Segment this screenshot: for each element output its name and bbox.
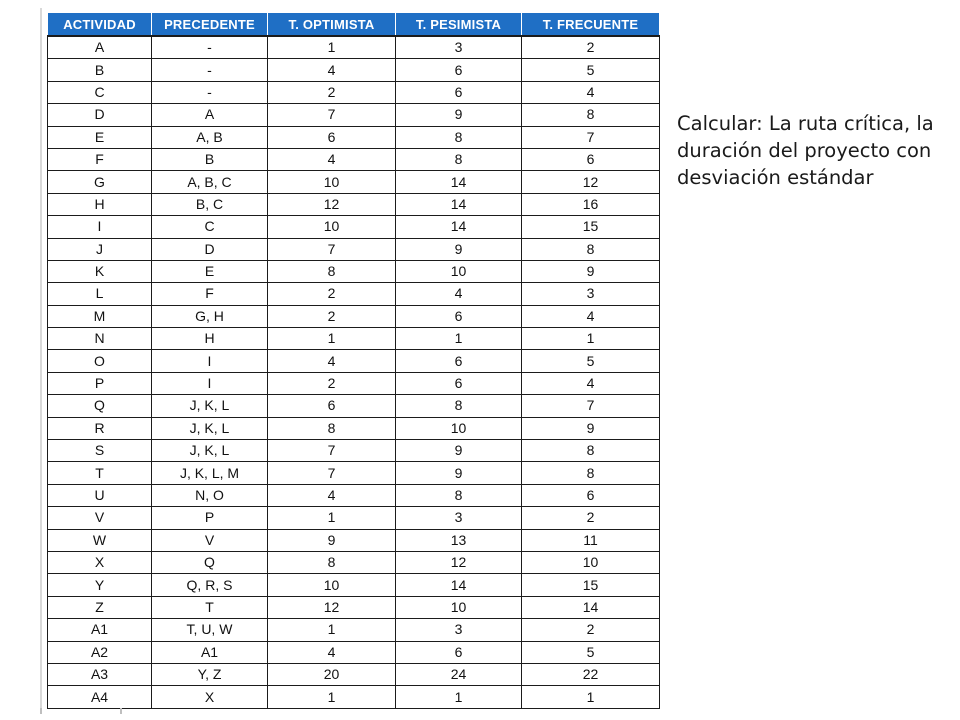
cell-t-frecuente: 5 xyxy=(522,350,660,372)
cell-t-frecuente: 8 xyxy=(522,462,660,484)
cell-t-pesimista: 4 xyxy=(396,283,522,305)
cell-actividad: W xyxy=(48,529,152,551)
cell-t-pesimista: 6 xyxy=(396,350,522,372)
cell-precedente: T, U, W xyxy=(152,619,268,641)
cell-precedente: A xyxy=(152,104,268,126)
cell-t-pesimista: 12 xyxy=(396,551,522,573)
cell-precedente: B, C xyxy=(152,193,268,215)
cell-t-frecuente: 4 xyxy=(522,372,660,394)
cell-precedente: A, B, C xyxy=(152,171,268,193)
cell-t-optimista: 4 xyxy=(268,350,396,372)
cell-t-optimista: 7 xyxy=(268,104,396,126)
cell-precedente: A, B xyxy=(152,126,268,148)
cell-precedente: Y, Z xyxy=(152,663,268,685)
table-row xyxy=(48,417,660,439)
cell-t-pesimista: 24 xyxy=(396,663,522,685)
cell-t-optimista: 1 xyxy=(268,619,396,641)
cell-t-pesimista: 6 xyxy=(396,372,522,394)
cell-t-pesimista: 8 xyxy=(396,126,522,148)
cell-actividad: T xyxy=(48,462,152,484)
cell-t-frecuente: 5 xyxy=(522,641,660,663)
table-row xyxy=(48,596,660,618)
activities-table xyxy=(47,12,660,709)
cell-t-optimista: 8 xyxy=(268,417,396,439)
cell-precedente: J, K, L, M xyxy=(152,462,268,484)
table-row xyxy=(48,36,660,59)
cell-t-optimista: 4 xyxy=(268,148,396,170)
cell-precedente: B xyxy=(152,148,268,170)
cell-t-optimista: 4 xyxy=(268,59,396,81)
cell-actividad: P xyxy=(48,372,152,394)
cell-actividad: L xyxy=(48,283,152,305)
cell-actividad: A4 xyxy=(48,686,152,708)
cell-t-optimista: 1 xyxy=(268,507,396,529)
cell-t-frecuente: 5 xyxy=(522,59,660,81)
table-row xyxy=(48,81,660,103)
cell-t-pesimista: 10 xyxy=(396,260,522,282)
instruction-line-1: Calcular: La ruta crítica, la xyxy=(677,112,934,135)
table-row xyxy=(48,663,660,685)
cell-actividad: Z xyxy=(48,596,152,618)
cell-actividad: Y xyxy=(48,574,152,596)
cell-t-optimista: 2 xyxy=(268,305,396,327)
cell-t-frecuente: 9 xyxy=(522,260,660,282)
cell-t-pesimista: 8 xyxy=(396,484,522,506)
cell-precedente: J, K, L xyxy=(152,417,268,439)
cell-t-pesimista: 3 xyxy=(396,36,522,59)
cell-actividad: Q xyxy=(48,395,152,417)
cell-t-frecuente: 9 xyxy=(522,417,660,439)
cell-actividad: E xyxy=(48,126,152,148)
cell-precedente: - xyxy=(152,81,268,103)
table-body xyxy=(48,36,660,708)
table-header-row xyxy=(48,13,660,37)
cell-t-optimista: 6 xyxy=(268,395,396,417)
cell-t-optimista: 8 xyxy=(268,260,396,282)
cell-actividad: O xyxy=(48,350,152,372)
cell-actividad: I xyxy=(48,216,152,238)
cell-precedente: - xyxy=(152,59,268,81)
cell-t-pesimista: 14 xyxy=(396,171,522,193)
cell-t-frecuente: 8 xyxy=(522,238,660,260)
cell-t-optimista: 10 xyxy=(268,574,396,596)
cell-precedente: T xyxy=(152,596,268,618)
table-row xyxy=(48,619,660,641)
cell-t-optimista: 10 xyxy=(268,171,396,193)
cell-t-pesimista: 9 xyxy=(396,462,522,484)
table-row xyxy=(48,350,660,372)
cell-actividad: A1 xyxy=(48,619,152,641)
cell-t-pesimista: 14 xyxy=(396,193,522,215)
table-row xyxy=(48,507,660,529)
cell-t-frecuente: 3 xyxy=(522,283,660,305)
cell-t-pesimista: 8 xyxy=(396,148,522,170)
cell-t-frecuente: 16 xyxy=(522,193,660,215)
cell-t-pesimista: 6 xyxy=(396,59,522,81)
cell-t-optimista: 2 xyxy=(268,283,396,305)
table-row xyxy=(48,148,660,170)
cell-actividad: B xyxy=(48,59,152,81)
table-row xyxy=(48,260,660,282)
cell-t-frecuente: 11 xyxy=(522,529,660,551)
cell-t-optimista: 12 xyxy=(268,193,396,215)
table-row xyxy=(48,551,660,573)
cell-t-pesimista: 10 xyxy=(396,417,522,439)
cell-t-pesimista: 14 xyxy=(396,574,522,596)
cell-precedente: I xyxy=(152,350,268,372)
cell-actividad: X xyxy=(48,551,152,573)
cell-t-frecuente: 1 xyxy=(522,686,660,708)
cell-t-pesimista: 14 xyxy=(396,216,522,238)
cell-t-frecuente: 8 xyxy=(522,440,660,462)
cell-precedente: C xyxy=(152,216,268,238)
cell-actividad: G xyxy=(48,171,152,193)
table-row xyxy=(48,238,660,260)
table-row xyxy=(48,484,660,506)
cell-precedente: D xyxy=(152,238,268,260)
cell-actividad: U xyxy=(48,484,152,506)
cell-t-pesimista: 8 xyxy=(396,395,522,417)
table-row xyxy=(48,641,660,663)
cell-actividad: R xyxy=(48,417,152,439)
cell-actividad: C xyxy=(48,81,152,103)
table-row xyxy=(48,440,660,462)
cell-actividad: J xyxy=(48,238,152,260)
cell-t-pesimista: 13 xyxy=(396,529,522,551)
header-t-pesimista: T. PESIMISTA xyxy=(396,13,522,37)
cell-t-frecuente: 2 xyxy=(522,619,660,641)
instruction-text xyxy=(677,110,960,191)
header-t-optimista: T. OPTIMISTA xyxy=(268,13,396,37)
cell-t-optimista: 12 xyxy=(268,596,396,618)
cell-t-optimista: 9 xyxy=(268,529,396,551)
cell-actividad: K xyxy=(48,260,152,282)
cell-precedente: G, H xyxy=(152,305,268,327)
cell-precedente: Q xyxy=(152,551,268,573)
cell-t-frecuente: 15 xyxy=(522,574,660,596)
table-row xyxy=(48,395,660,417)
cell-actividad: M xyxy=(48,305,152,327)
cell-t-frecuente: 6 xyxy=(522,148,660,170)
cell-t-pesimista: 3 xyxy=(396,507,522,529)
cell-precedente: E xyxy=(152,260,268,282)
cell-t-frecuente: 7 xyxy=(522,395,660,417)
cell-precedente: J, K, L xyxy=(152,395,268,417)
cell-t-pesimista: 3 xyxy=(396,619,522,641)
table-row xyxy=(48,104,660,126)
cell-t-frecuente: 2 xyxy=(522,36,660,59)
header-actividad: ACTIVIDAD xyxy=(48,13,152,37)
cell-t-optimista: 1 xyxy=(268,686,396,708)
cell-t-optimista: 7 xyxy=(268,440,396,462)
cell-t-optimista: 1 xyxy=(268,328,396,350)
header-precedente: PRECEDENTE xyxy=(152,13,268,37)
cell-precedente: J, K, L xyxy=(152,440,268,462)
cell-t-frecuente: 6 xyxy=(522,484,660,506)
cell-actividad: A2 xyxy=(48,641,152,663)
cell-t-optimista: 8 xyxy=(268,551,396,573)
cell-t-frecuente: 8 xyxy=(522,104,660,126)
cell-precedente: Q, R, S xyxy=(152,574,268,596)
cell-t-frecuente: 4 xyxy=(522,81,660,103)
cell-precedente: I xyxy=(152,372,268,394)
cell-t-pesimista: 9 xyxy=(396,238,522,260)
table-row xyxy=(48,216,660,238)
cell-actividad: D xyxy=(48,104,152,126)
cell-t-frecuente: 7 xyxy=(522,126,660,148)
cell-t-optimista: 1 xyxy=(268,36,396,59)
cell-precedente: H xyxy=(152,328,268,350)
cell-t-frecuente: 12 xyxy=(522,171,660,193)
cell-precedente: P xyxy=(152,507,268,529)
cell-t-frecuente: 15 xyxy=(522,216,660,238)
cell-actividad: A xyxy=(48,36,152,59)
cell-t-optimista: 10 xyxy=(268,216,396,238)
cell-actividad: N xyxy=(48,328,152,350)
cell-t-optimista: 20 xyxy=(268,663,396,685)
cell-actividad: A3 xyxy=(48,663,152,685)
cell-t-optimista: 7 xyxy=(268,462,396,484)
table-row xyxy=(48,529,660,551)
table-row xyxy=(48,574,660,596)
cell-precedente: F xyxy=(152,283,268,305)
header-t-frecuente: T. FRECUENTE xyxy=(522,13,660,37)
cell-precedente: A1 xyxy=(152,641,268,663)
cell-precedente: N, O xyxy=(152,484,268,506)
table-row xyxy=(48,171,660,193)
cell-precedente: V xyxy=(152,529,268,551)
table-row xyxy=(48,59,660,81)
cell-actividad: F xyxy=(48,148,152,170)
cell-t-frecuente: 14 xyxy=(522,596,660,618)
cell-t-frecuente: 22 xyxy=(522,663,660,685)
cell-t-optimista: 4 xyxy=(268,484,396,506)
table-row xyxy=(48,462,660,484)
cell-t-pesimista: 6 xyxy=(396,81,522,103)
cell-t-frecuente: 10 xyxy=(522,551,660,573)
cell-t-pesimista: 6 xyxy=(396,641,522,663)
table-row xyxy=(48,283,660,305)
table-row xyxy=(48,686,660,708)
cell-actividad: V xyxy=(48,507,152,529)
instruction-line-2: duración del proyecto con xyxy=(677,139,932,162)
cell-t-pesimista: 9 xyxy=(396,440,522,462)
cell-t-pesimista: 1 xyxy=(396,328,522,350)
cell-t-pesimista: 9 xyxy=(396,104,522,126)
table-row xyxy=(48,193,660,215)
cell-t-frecuente: 1 xyxy=(522,328,660,350)
cell-actividad: S xyxy=(48,440,152,462)
cell-t-frecuente: 2 xyxy=(522,507,660,529)
table-row xyxy=(48,372,660,394)
cell-t-optimista: 2 xyxy=(268,372,396,394)
table-row xyxy=(48,126,660,148)
cell-t-pesimista: 1 xyxy=(396,686,522,708)
cell-t-optimista: 2 xyxy=(268,81,396,103)
cell-t-pesimista: 6 xyxy=(396,305,522,327)
cell-t-optimista: 6 xyxy=(268,126,396,148)
table-row xyxy=(48,305,660,327)
frame-tail-mid xyxy=(120,708,122,714)
cell-t-frecuente: 4 xyxy=(522,305,660,327)
frame-tail-left xyxy=(40,708,42,714)
cell-t-optimista: 7 xyxy=(268,238,396,260)
table-row xyxy=(48,328,660,350)
instruction-line-3: desviación estándar xyxy=(677,166,874,189)
cell-t-optimista: 4 xyxy=(268,641,396,663)
cell-t-pesimista: 10 xyxy=(396,596,522,618)
cell-precedente: X xyxy=(152,686,268,708)
cell-precedente: - xyxy=(152,36,268,59)
cell-actividad: H xyxy=(48,193,152,215)
